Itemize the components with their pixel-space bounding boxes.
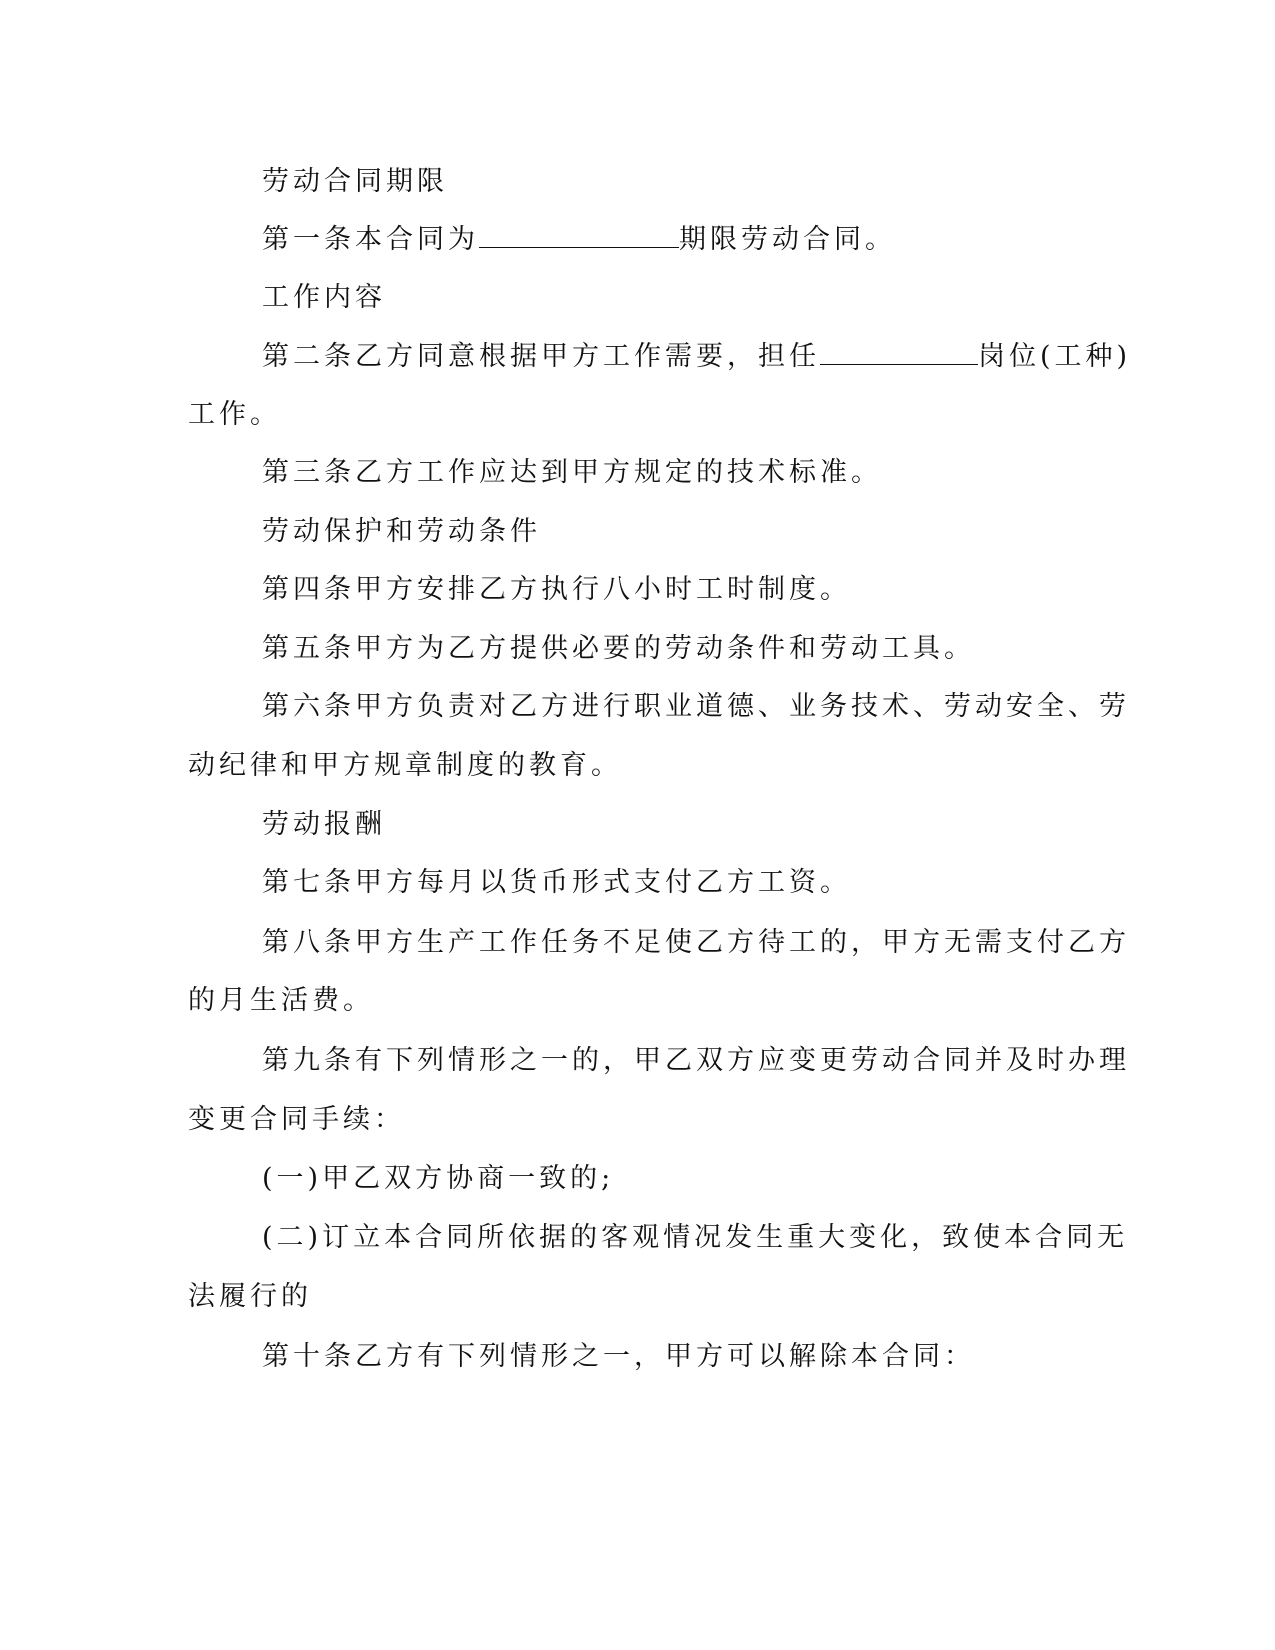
article-2-continuation: 工作。 (188, 399, 281, 430)
article-9-line-1: 第九条有下列情形之一的，甲乙双方应变更劳动合同并及时办理 (262, 1045, 1130, 1076)
section-heading-remuneration: 劳动报酬 (262, 809, 386, 840)
article-2-text-before: 第二条乙方同意根据甲方工作需要，担任 (262, 341, 820, 372)
section-heading-labor-protection: 劳动保护和劳动条件 (262, 516, 541, 547)
article-4: 第四条甲方安排乙方执行八小时工时制度。 (262, 574, 851, 605)
article-1-text-after: 期限劳动合同。 (679, 224, 896, 255)
article-5: 第五条甲方为乙方提供必要的劳动条件和劳动工具。 (262, 633, 975, 664)
article-2 (0, 340, 1275, 374)
article-9-item-2-line-1: (二)订立本合同所依据的客观情况发生重大变化，致使本合同无 (262, 1222, 1129, 1253)
article-8-line-2: 的月生活费。 (188, 985, 374, 1016)
article-7: 第七条甲方每月以货币形式支付乙方工资。 (262, 867, 851, 898)
contract-term-blank (479, 223, 679, 248)
position-blank (820, 340, 978, 365)
article-9-item-1: (一)甲乙双方协商一致的; (262, 1163, 615, 1194)
section-heading-contract-term: 劳动合同期限 (262, 166, 448, 197)
article-1 (0, 223, 1275, 257)
article-9-line-2: 变更合同手续： (188, 1104, 405, 1135)
article-1-text-before: 第一条本合同为 (262, 224, 479, 255)
article-6-line-2: 动纪律和甲方规章制度的教育。 (188, 750, 622, 781)
article-2-text-after: 岗位(工种) (978, 341, 1132, 372)
section-heading-work-content: 工作内容 (262, 282, 386, 313)
article-10: 第十条乙方有下列情形之一，甲方可以解除本合同： (262, 1341, 975, 1372)
article-6-line-1: 第六条甲方负责对乙方进行职业道德、业务技术、劳动安全、劳 (262, 691, 1130, 722)
article-8-line-1: 第八条甲方生产工作任务不足使乙方待工的，甲方无需支付乙方 (262, 927, 1130, 958)
article-3: 第三条乙方工作应达到甲方规定的技术标准。 (262, 457, 882, 488)
article-9-item-2-line-2: 法履行的 (188, 1281, 312, 1312)
